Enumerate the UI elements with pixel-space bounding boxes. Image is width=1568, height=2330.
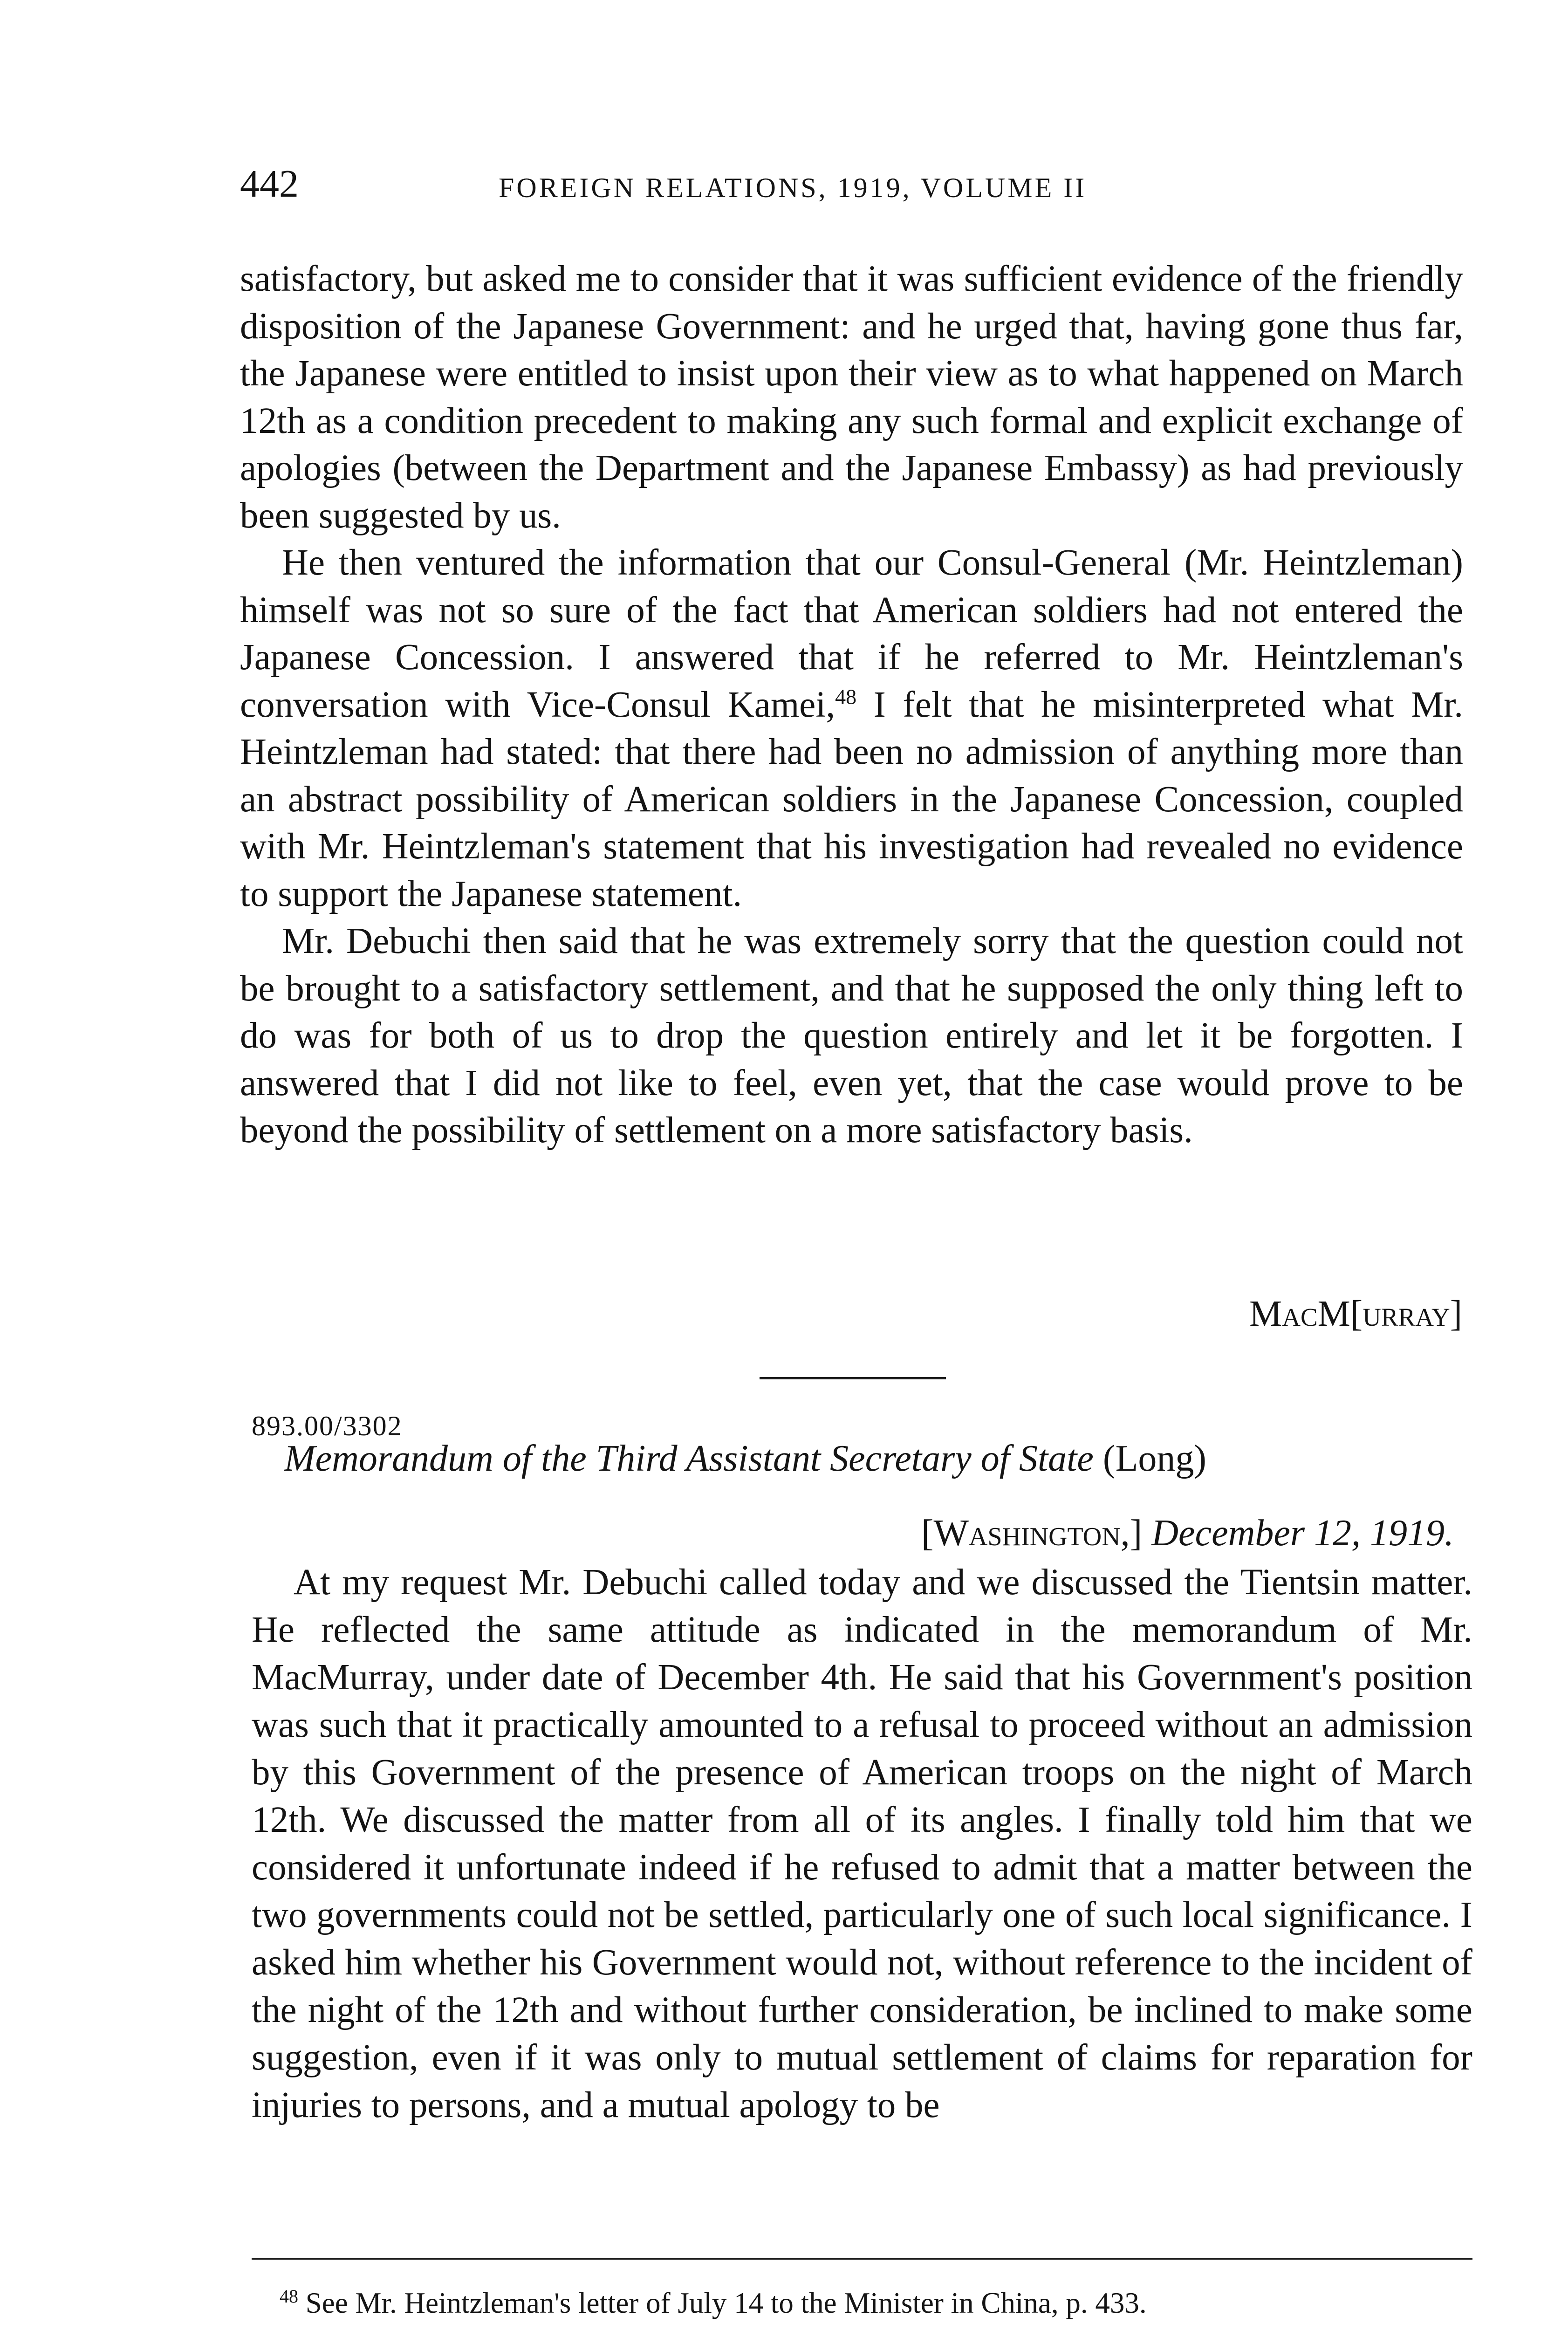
paragraph-debuchi-reply: Mr. Debuchi then said that he was extremely sorry that the question could not be brought to a satisfactory settlement, and that he supposed the only thing left to do was for both of us to drop the question entirely and let it be forgotten. I answered that I did not like to feel, even yet, that the case would prove to be beyond the possibility of settlement on a more satisfactory basis.: [240, 921, 1463, 1151]
paragraph-consul-general-end: I felt that he misinterpreted what Mr. Heintzleman had stated: that there had been no admission of anything more than an abstract possibility of American soldiers in the Japanese Concession, coupled with Mr. Heintzleman's statement that his investigation had revealed no evidence to support the Japanese statement.: [240, 684, 1464, 914]
section-divider: [760, 1377, 946, 1379]
file-number: 893.00/3302: [252, 1411, 403, 1441]
running-head: FOREIGN RELATIONS, 1919, VOLUME II: [499, 172, 1087, 203]
footnote-reference: 48: [835, 685, 857, 709]
footnote-marker: 48: [280, 2286, 298, 2307]
paragraph-consul-general: [240, 539, 1463, 918]
footnote-text: See Mr. Heintzleman's letter of July 14 to the Minister in China, p. 433.: [305, 2287, 1147, 2319]
dateline-date: December 12, 1919.: [1151, 1513, 1454, 1554]
memorandum-body: [252, 1559, 1472, 2129]
document-title-text: Memorandum of the Third Assistant Secretary of State: [284, 1438, 1094, 1479]
page-number: 442: [240, 162, 299, 206]
dateline-place: [Washington,]: [921, 1513, 1143, 1554]
footnote-divider: [252, 2258, 1472, 2260]
page-header: [240, 161, 1349, 217]
document-title-author: (Long): [1102, 1438, 1207, 1479]
paragraph-memorandum: At my request Mr. Debuchi called today and we discussed the Tientsin matter. He reflected the same attitude as indicated in the memorandum of Mr. MacMurray, under date of December 4th. He said that his Government's position was such that it practically amounted to a refusal to proceed without an admission by this Government of the presence of American troops on the night of March 12th. We discussed the matter from all of its angles. I finally told him that we considered it unfortunate indeed if he refused to admit that a matter between the two governments could not be settled, particularly one of such local significance. I asked him whether his Government would not, without reference to the incident of the night of the 12th and without further consideration, be inclined to make some suggestion, even if it was only to mutual settlement of claims for reparation for injuries to persons, and a mutual apology to be: [252, 1562, 1472, 2125]
dateline: [921, 1508, 1454, 1559]
paragraph-continuation: satisfactory, but asked me to consider that it was sufficient evidence of the friendly disposition of the Japanese Government: and he urged that, having gone thus far, the Japanese were entitled to insist upon their view as to what happened on March 12th as a condition precedent to making any such formal and explicit exchange of apologies (between the Department and the Japanese Embassy) as had previously been suggested by us.: [240, 259, 1463, 536]
signature: MacM[urray]: [1249, 1294, 1462, 1334]
footnote: [280, 2276, 1463, 2323]
paragraph-consul-general-start: He then ventured the information that our Consul-General (Mr. Heintzleman) himself was not so sure of the fact that American soldiers had not entered the Japanese Concession. I answered that if he referred to Mr. Heintzleman's conversation with Vice-Consul Kamei,: [240, 542, 1463, 725]
document-title: [284, 1433, 1458, 1484]
continued-memorandum-text: [240, 255, 1463, 1154]
